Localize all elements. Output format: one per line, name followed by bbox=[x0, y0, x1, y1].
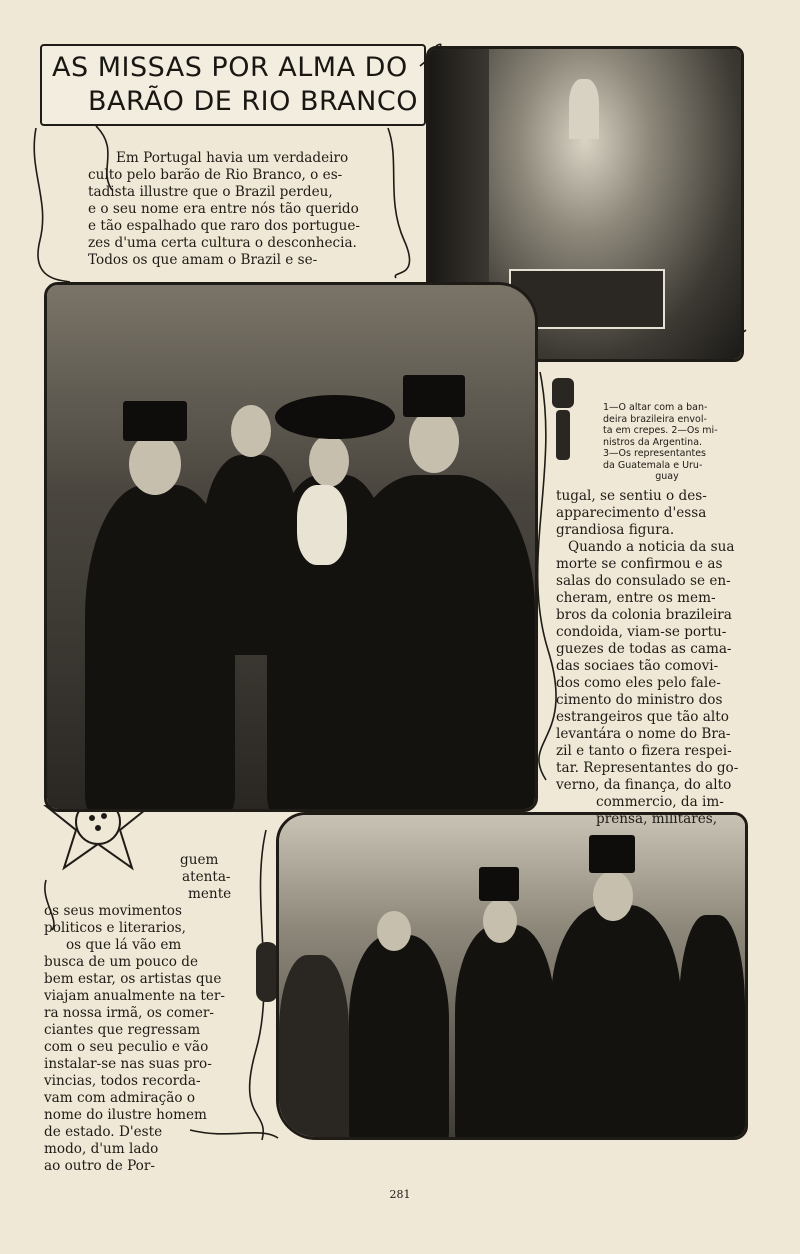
text-line: guem bbox=[180, 852, 219, 868]
text-line: apparecimento d'essa bbox=[556, 505, 707, 521]
right-column-text bbox=[556, 488, 760, 828]
text-line: atenta- bbox=[182, 869, 231, 885]
caption-line: 1—O altar com a ban- bbox=[603, 402, 708, 413]
caption-line: da Guatemala e Uru- bbox=[603, 459, 703, 471]
text-line: condoida, viam-se portu- bbox=[556, 624, 727, 640]
text-line: zil e tanto o fizera respei- bbox=[556, 743, 732, 759]
title-cartouche bbox=[40, 44, 426, 126]
text-line: e tão espalhado que raro dos portuguе- bbox=[88, 218, 360, 234]
text-line: dos como eles pelo fale- bbox=[556, 675, 721, 691]
text-line: e o seu nome era entre nós tão querido bbox=[88, 201, 359, 217]
text-line: os seus movimentos bbox=[44, 903, 182, 919]
intro-paragraph bbox=[88, 150, 368, 269]
text-line: estrangeiros que tão alto bbox=[556, 709, 729, 725]
text-line: cheram, entre os mem- bbox=[556, 590, 716, 606]
text-line: zes d'uma certa cultura o desconhecia. bbox=[88, 235, 357, 251]
text-line: ao outro de Por- bbox=[44, 1158, 155, 1174]
text-line: verno, da finança, do alto bbox=[556, 777, 732, 793]
caption-line: guay bbox=[655, 471, 679, 482]
caption-line: nistros da Argentina. bbox=[603, 436, 703, 448]
text-line: Em Portugal havia um verdadeiro bbox=[116, 150, 349, 166]
left-column-text bbox=[44, 852, 258, 1175]
page-title-line-2: BARÃO DE RIO BRANCO bbox=[88, 86, 418, 117]
text-line: morte se confirmou e as bbox=[556, 556, 723, 572]
text-line: cimento do ministro dos bbox=[556, 692, 723, 708]
text-line: Todos os que amam o Brazil e se- bbox=[88, 252, 318, 268]
text-line: ciantes que regressam bbox=[44, 1022, 201, 1038]
photo-ministers bbox=[44, 282, 538, 812]
text-line: tadista illustre que o Brazil perdeu, bbox=[88, 184, 333, 200]
text-line: commercio, da im- bbox=[596, 794, 724, 810]
text-line: prensa, militares, bbox=[596, 811, 718, 827]
caption-line: ta em crepes. 2—Os mi- bbox=[603, 425, 718, 436]
text-line: viajam anualmente na ter- bbox=[44, 988, 226, 1004]
text-line: Quando a noticia da sua bbox=[568, 539, 735, 555]
text-line: levantára o nome do Bra- bbox=[556, 726, 731, 742]
text-line: tugal, se sentiu o des- bbox=[556, 488, 707, 504]
text-line: instalar-se nas suas pro- bbox=[44, 1056, 212, 1072]
text-line: vam com admiração o bbox=[44, 1090, 196, 1106]
caption-line: deira brazileira envol- bbox=[603, 413, 707, 425]
text-line: salas do consulado se en- bbox=[556, 573, 731, 589]
text-line: de estado. D'este bbox=[44, 1124, 163, 1140]
text-line: mente bbox=[188, 886, 232, 902]
text-line: os que lá vão em bbox=[66, 937, 182, 953]
text-line: bros da colonia brazileira bbox=[556, 607, 732, 623]
page-number: 281 bbox=[389, 1188, 411, 1201]
caption-line: 3—Os representantes bbox=[603, 448, 707, 459]
text-line: ra nossa irmã, os comer- bbox=[44, 1005, 215, 1021]
photo-caption bbox=[603, 402, 731, 483]
text-line: busca de um pouco de bbox=[44, 954, 199, 970]
text-line: vincias, todos recorda- bbox=[44, 1073, 201, 1089]
text-line: nome do ilustre homem bbox=[44, 1107, 207, 1123]
photo-representatives bbox=[276, 812, 748, 1140]
text-line: tar. Representantes do go- bbox=[556, 760, 739, 776]
text-line: politicos e literarios, bbox=[44, 920, 186, 936]
text-line: culto pelo barão de Rio Branco, o es- bbox=[88, 167, 343, 183]
text-line: modo, d'um lado bbox=[44, 1141, 159, 1157]
text-line: bem estar, os artistas que bbox=[44, 971, 222, 987]
text-line: guezes de todas as cama- bbox=[556, 641, 732, 657]
text-line: com o seu peculio e vão bbox=[44, 1039, 209, 1055]
text-line: grandiosa figura. bbox=[556, 522, 675, 538]
text-line: das sociaes tão comovi- bbox=[556, 658, 719, 674]
page-title-line-1: AS MISSAS POR ALMA DO bbox=[52, 52, 408, 83]
